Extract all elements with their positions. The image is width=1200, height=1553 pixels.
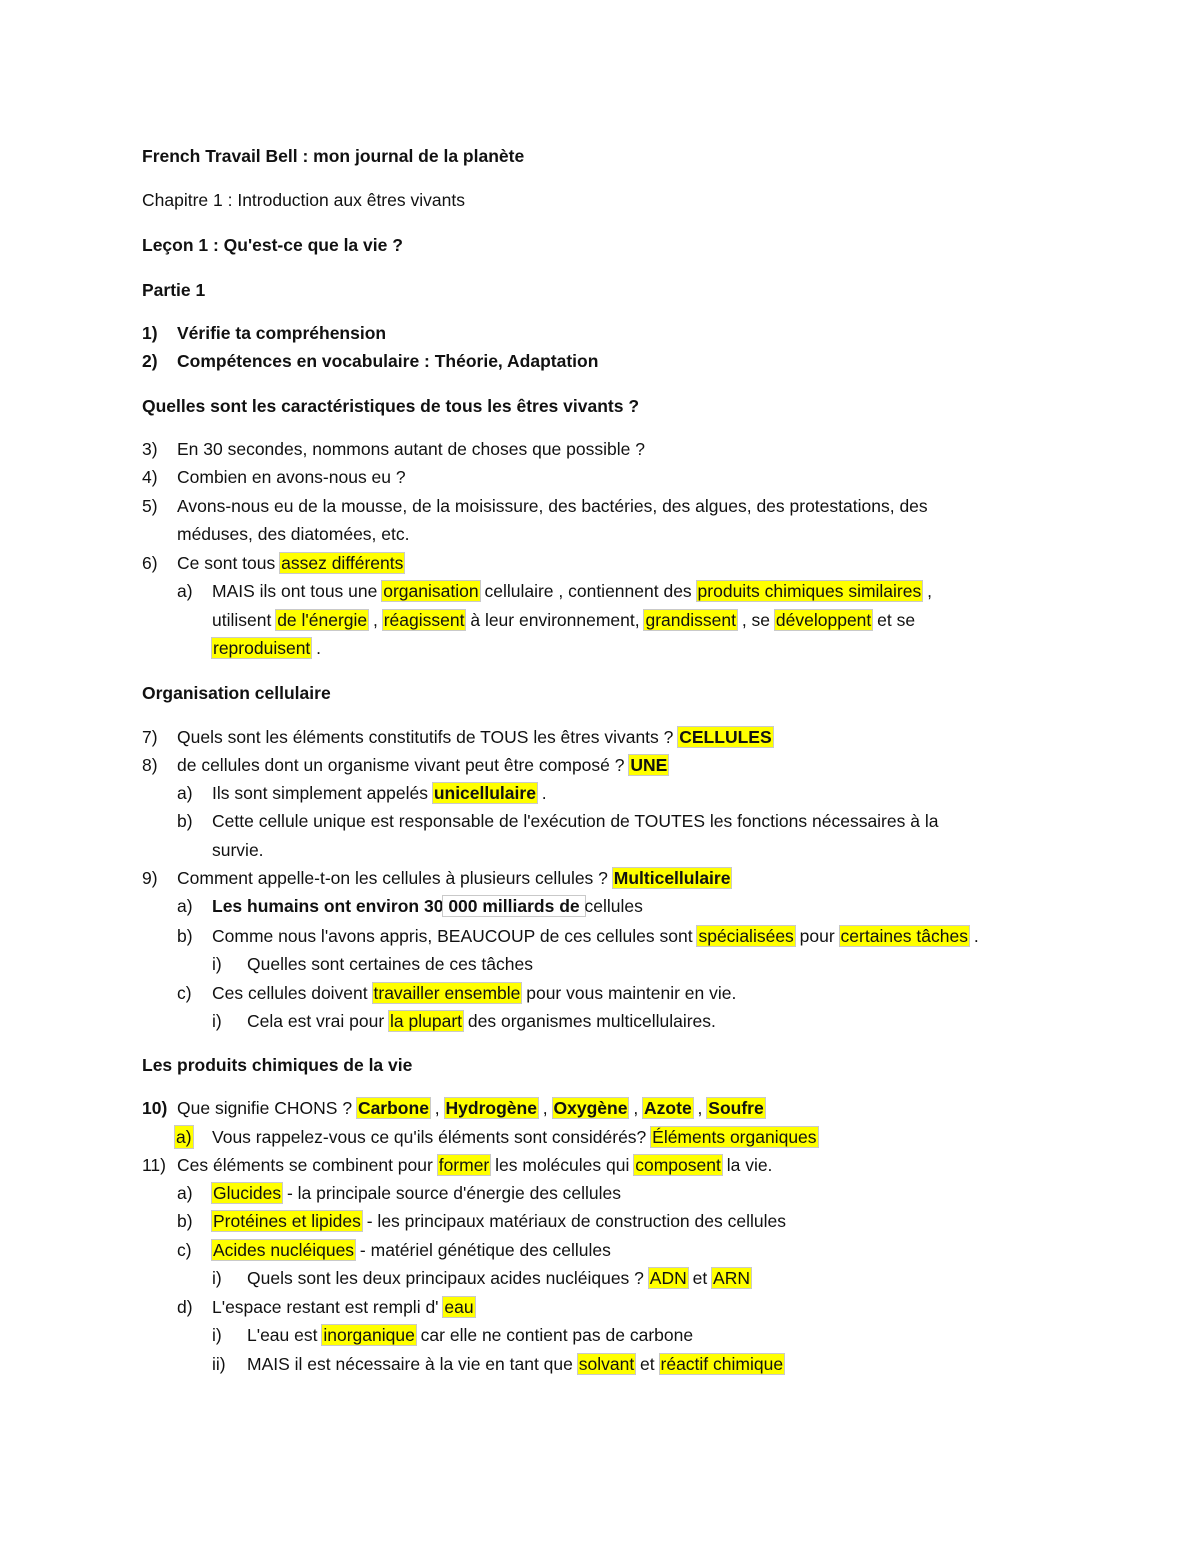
highlight: eau — [444, 1297, 474, 1317]
highlight: former — [438, 1155, 490, 1175]
highlight: la plupart — [390, 1011, 463, 1031]
text-run: , — [628, 1098, 644, 1118]
list-item — [247, 1324, 693, 1346]
text-run: pour vous maintenir en vie. — [521, 983, 737, 1003]
list-number: 4) — [142, 467, 158, 487]
list-roman: i) — [212, 954, 222, 974]
list-item — [212, 1126, 818, 1148]
highlight: solvant — [578, 1354, 635, 1374]
list-letter: d) — [177, 1297, 193, 1317]
section-heading: Les produits chimiques de la vie — [142, 1055, 413, 1075]
text-run: et se — [872, 610, 916, 630]
list-item — [177, 1097, 765, 1119]
text-run: Comment appelle-t-on les cellules à plusieurs cellules ? — [177, 868, 613, 888]
list-number: 6) — [142, 553, 158, 573]
highlight: grandissent — [645, 610, 736, 630]
list-item: Compétences en vocabulaire : Théorie, Adaptation — [177, 351, 599, 371]
list-item — [177, 867, 731, 889]
list-item — [212, 982, 736, 1004]
text-run: , — [922, 581, 932, 601]
bordered-text: 000 milliards de — [443, 896, 585, 916]
text-run: . — [536, 783, 547, 803]
text-run: - les principaux matériaux de construction des cellules — [361, 1211, 786, 1231]
highlight: Azote — [644, 1098, 692, 1118]
list-number: 1) — [142, 323, 158, 343]
list-item — [212, 895, 643, 917]
list-item — [212, 782, 547, 804]
text-run: Que signifie CHONS ? — [177, 1098, 357, 1118]
highlight: UNE — [630, 755, 668, 775]
list-letter: b) — [177, 926, 193, 946]
list-letter-highlighted: a) — [176, 1127, 192, 1147]
list-item — [177, 552, 404, 574]
text-run: des organismes multicellulaires. — [463, 1011, 716, 1031]
list-number: 10) — [142, 1098, 168, 1118]
list-number: 5) — [142, 496, 158, 516]
text-run: - matériel génétique des cellules — [355, 1240, 611, 1260]
list-item-continuation: survie. — [212, 840, 264, 860]
list-item: Quelles sont certaines de ces tâches — [247, 954, 533, 974]
text-run: , — [537, 1098, 553, 1118]
list-item: Combien en avons-nous eu ? — [177, 467, 406, 487]
highlight: spécialisées — [698, 926, 794, 946]
text-run: utilisent — [212, 610, 277, 630]
highlight: travailler ensemble — [373, 983, 521, 1003]
text-run: L'eau est — [247, 1325, 323, 1345]
section-heading: Quelles sont les caractéristiques de tous les êtres vivants ? — [142, 396, 640, 416]
list-letter: a) — [177, 783, 193, 803]
highlight: inorganique — [323, 1325, 415, 1345]
text-run: , — [429, 1098, 445, 1118]
highlight: Acides nucléiques — [213, 1240, 355, 1260]
list-item — [247, 1010, 716, 1032]
text-run: MAIS il est nécessaire à la vie en tant que — [247, 1354, 578, 1374]
highlight: Éléments organiques — [652, 1127, 817, 1147]
list-item: En 30 secondes, nommons autant de choses que possible ? — [177, 439, 645, 459]
list-item — [212, 1296, 475, 1318]
highlight: unicellulaire — [433, 783, 536, 803]
list-number: 9) — [142, 868, 158, 888]
section-heading: Organisation cellulaire — [142, 683, 331, 703]
highlight: produits chimiques similaires — [697, 581, 922, 601]
highlight: ARN — [713, 1268, 750, 1288]
lesson-heading: Leçon 1 : Qu'est-ce que la vie ? — [142, 235, 403, 255]
list-item — [177, 1154, 772, 1176]
text-run: L'espace restant est rempli d' — [212, 1297, 444, 1317]
text-run: Les humains ont environ 30 — [212, 896, 444, 916]
text-run: les molécules qui — [490, 1155, 635, 1175]
text-run: Ce sont tous — [177, 553, 281, 573]
text-run: Quels sont les éléments constitutifs de TOUS les êtres vivants ? — [177, 727, 679, 747]
list-number: 11) — [142, 1155, 166, 1175]
list-letter: b) — [177, 811, 193, 831]
list-item — [177, 754, 668, 776]
list-item — [247, 1353, 784, 1375]
text-run: cellules — [584, 896, 643, 916]
list-item-continuation: méduses, des diatomées, etc. — [177, 524, 410, 544]
list-letter: b) — [177, 1211, 193, 1231]
text-run: , — [368, 610, 383, 630]
highlight: Glucides — [213, 1183, 282, 1203]
highlight: Protéines et lipides — [213, 1211, 361, 1231]
list-letter: c) — [177, 983, 192, 1003]
list-roman: ii) — [212, 1354, 226, 1374]
list-item: Cette cellule unique est responsable de l'exécution de TOUTES les fonctions nécessaires à la — [212, 811, 939, 831]
text-run: Ces éléments se combinent pour — [177, 1155, 438, 1175]
highlight: certaines tâches — [840, 926, 968, 946]
list-item: Avons-nous eu de la mousse, de la moisissure, des bactéries, des algues, des protestations, des — [177, 496, 928, 516]
text-run: Comme nous l'avons appris, BEAUCOUP de ces cellules sont — [212, 926, 698, 946]
text-run: car elle ne contient pas de carbone — [415, 1325, 694, 1345]
highlight: assez différents — [281, 553, 404, 573]
list-number: 7) — [142, 727, 158, 747]
highlight: développent — [775, 610, 872, 630]
text-run: à leur environnement, — [465, 610, 645, 630]
list-roman: i) — [212, 1268, 222, 1288]
highlight: Multicellulaire — [613, 868, 731, 888]
list-number: 2) — [142, 351, 158, 371]
list-item — [212, 1182, 621, 1204]
document-title: French Travail Bell : mon journal de la planète — [142, 146, 525, 166]
text-run: de cellules dont un organisme vivant peut être composé ? — [177, 755, 630, 775]
highlight: Carbone — [357, 1098, 429, 1118]
part-heading: Partie 1 — [142, 280, 206, 300]
highlight: Hydrogène — [445, 1098, 537, 1118]
highlight: organisation — [383, 581, 479, 601]
text-run: la vie. — [721, 1155, 773, 1175]
highlight: réactif chimique — [660, 1354, 784, 1374]
list-number: 8) — [142, 755, 158, 775]
highlight: composent — [635, 1155, 721, 1175]
list-letter: c) — [177, 1240, 192, 1260]
highlight: Oxygène — [553, 1098, 628, 1118]
text-run: Ces cellules doivent — [212, 983, 373, 1003]
text-run: , se — [736, 610, 775, 630]
text-run: Quels sont les deux principaux acides nucléiques ? — [247, 1268, 649, 1288]
highlight: reproduisent — [213, 638, 311, 658]
text-run: . — [968, 926, 979, 946]
list-item-continuation — [212, 637, 321, 659]
text-run: et — [687, 1268, 713, 1288]
list-item — [247, 1267, 751, 1289]
text-run: , — [692, 1098, 708, 1118]
text-run: cellulaire , contiennent des — [479, 581, 697, 601]
text-run: Cela est vrai pour — [247, 1011, 390, 1031]
list-roman: i) — [212, 1011, 222, 1031]
highlight: CELLULES — [679, 727, 772, 747]
text-run: - la principale source d'énergie des cellules — [282, 1183, 622, 1203]
list-number: 3) — [142, 439, 158, 459]
list-item — [212, 580, 932, 602]
highlight: réagissent — [383, 610, 465, 630]
list-item — [212, 1239, 611, 1261]
highlight: Soufre — [708, 1098, 764, 1118]
highlight: ADN — [649, 1268, 687, 1288]
list-item — [212, 1210, 786, 1232]
list-item-continuation — [212, 609, 915, 631]
chapter-heading: Chapitre 1 : Introduction aux êtres vivants — [142, 190, 465, 210]
list-letter: a) — [177, 896, 193, 916]
text-run: pour — [794, 926, 840, 946]
text-run: et — [635, 1354, 660, 1374]
list-letter: a) — [177, 1183, 193, 1203]
text-run: Ils sont simplement appelés — [212, 783, 433, 803]
list-letter: a) — [177, 581, 193, 601]
text-run: Vous rappelez-vous ce qu'ils éléments sont considérés? — [212, 1127, 652, 1147]
highlight: de l'énergie — [277, 610, 368, 630]
text-run: MAIS ils ont tous une — [212, 581, 383, 601]
list-item — [177, 726, 773, 748]
list-item: Vérifie ta compréhension — [177, 323, 387, 343]
text-run: . — [311, 638, 322, 658]
list-item — [212, 925, 979, 947]
list-roman: i) — [212, 1325, 222, 1345]
